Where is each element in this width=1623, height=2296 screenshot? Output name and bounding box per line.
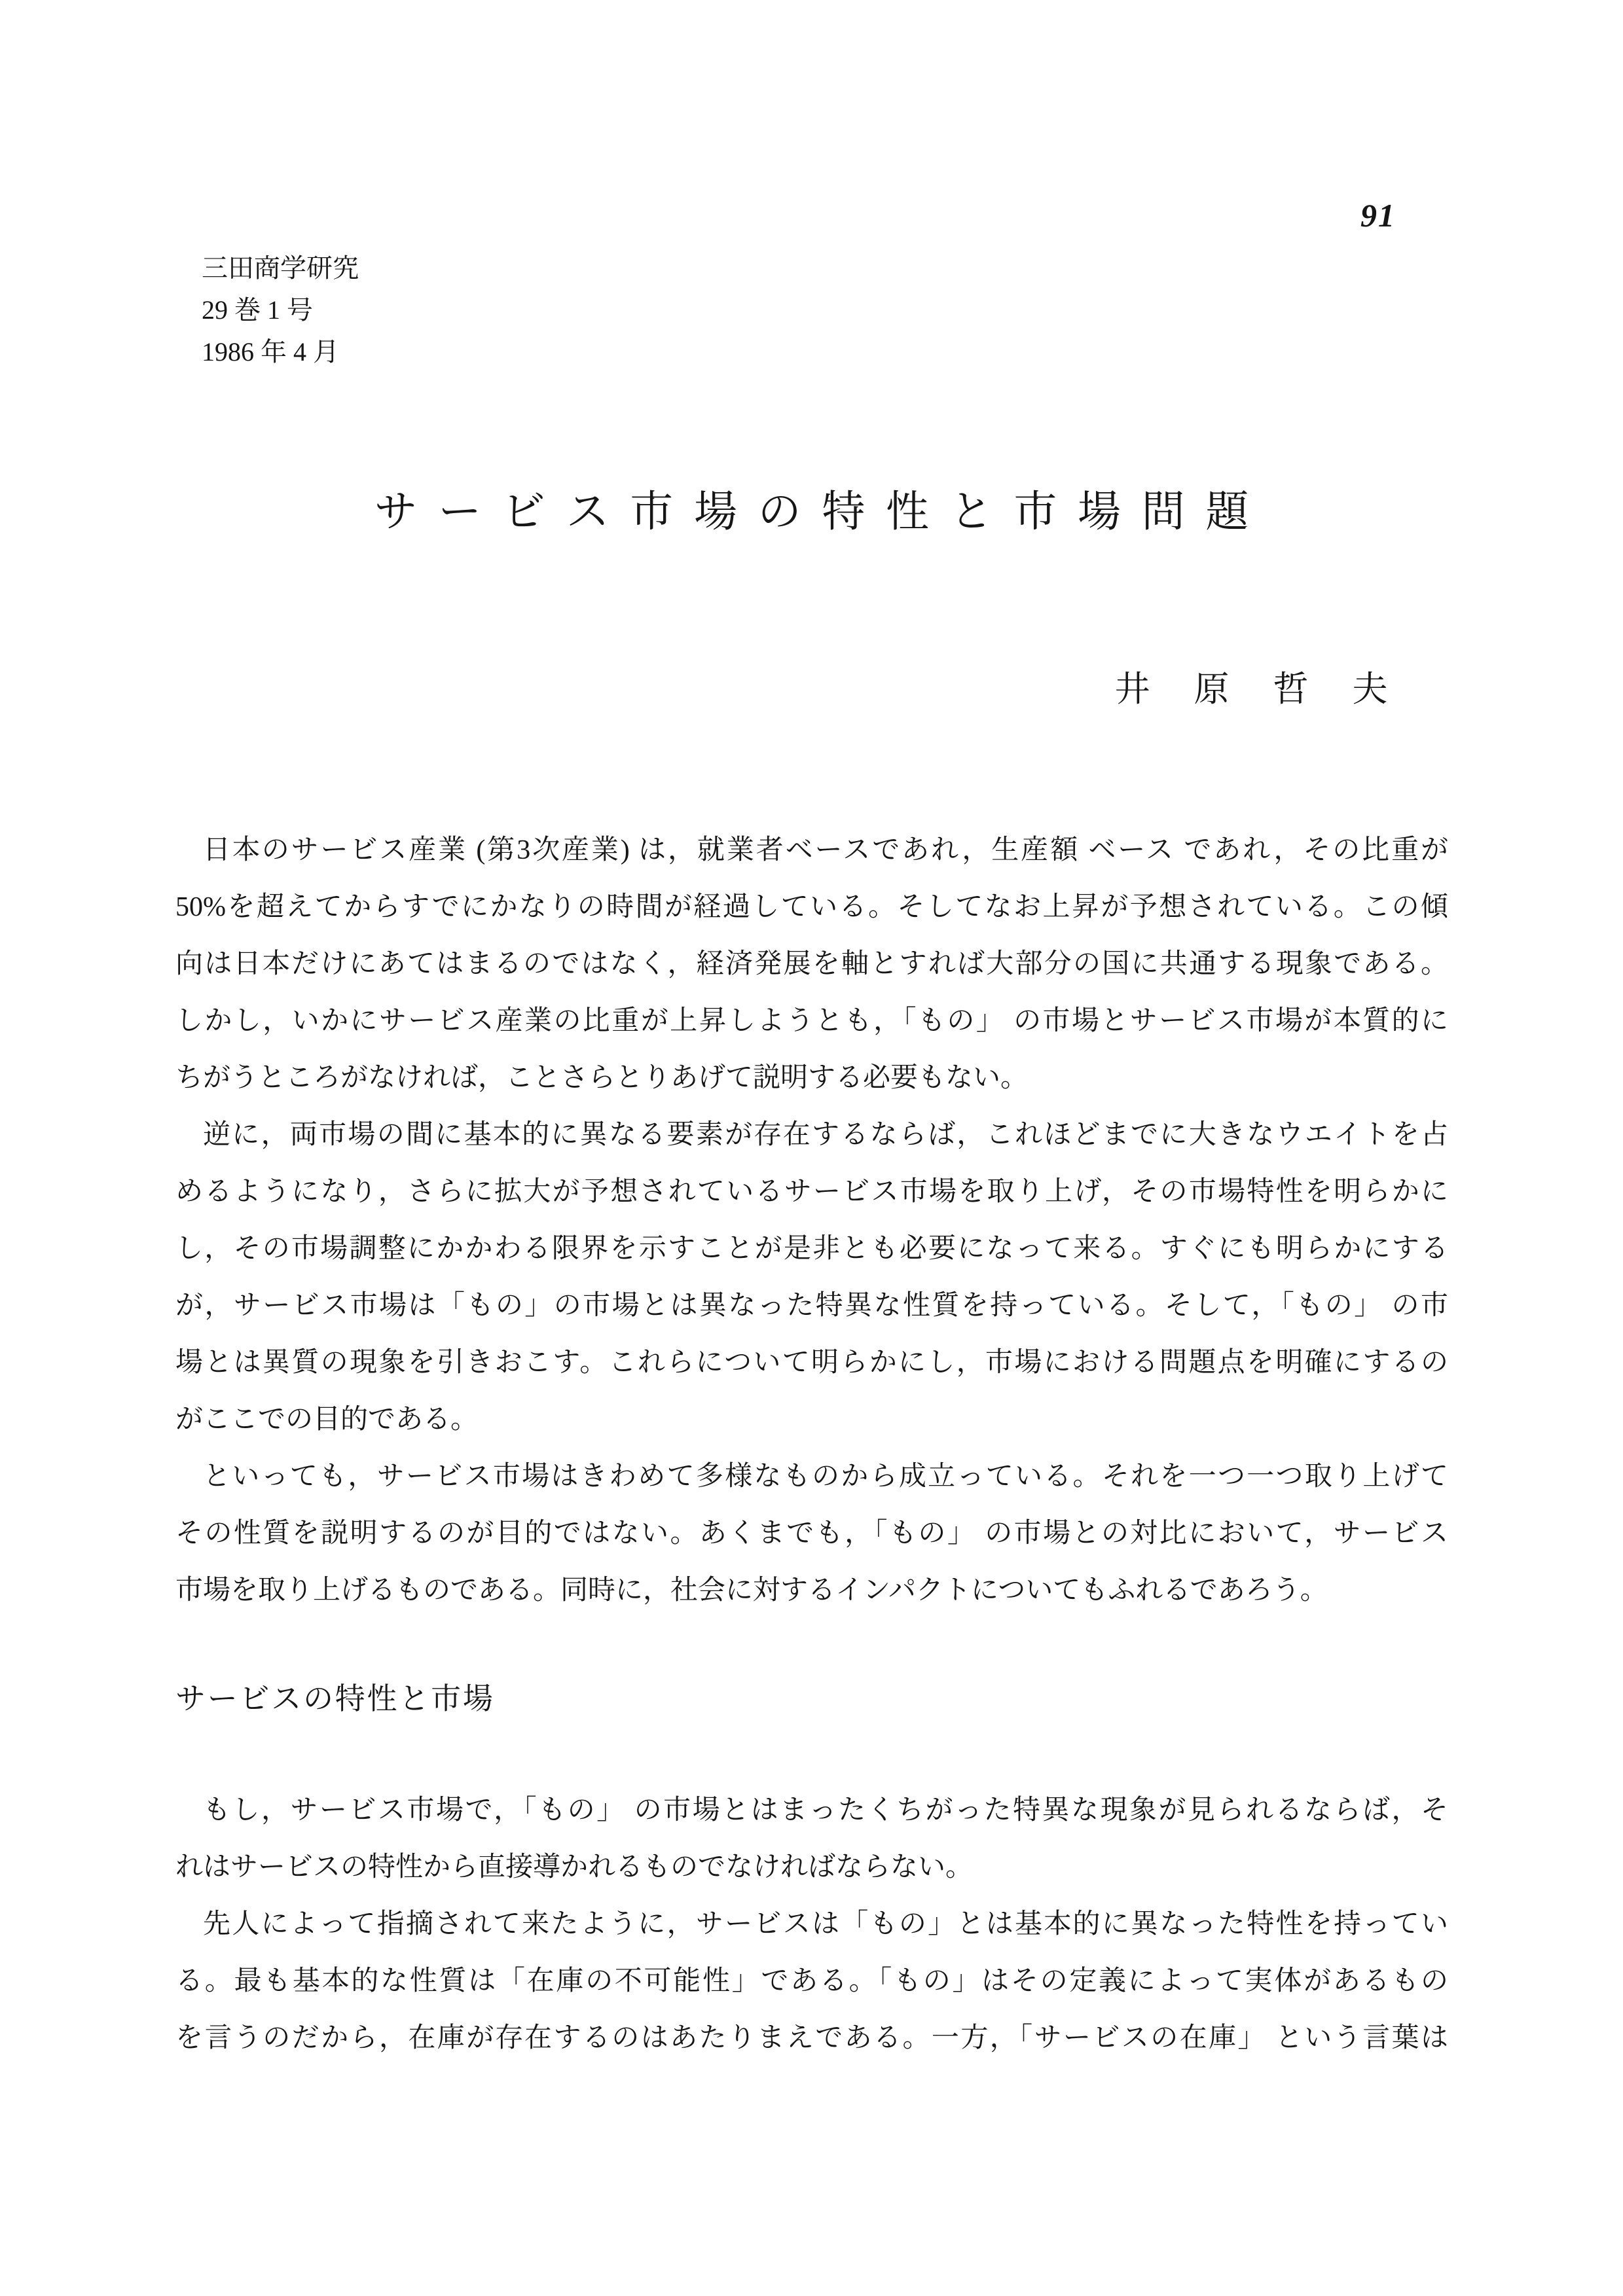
text-line: といっても，サービス市場はきわめて多様なものから成立っている。それを一つ一つ取り上げて [203, 1462, 1448, 1492]
text-line: めるようになり，さらに拡大が予想されているサービス市場を取り上げ，その市場特性を明らかに [175, 1177, 1448, 1207]
article-body [175, 822, 1448, 2067]
text-line: その性質を説明するのが目的ではない。あくまでも，「もの」 の市場との対比において，サービス [175, 1518, 1448, 1549]
text-line: れはサービスの特性から直接導かれるものでなければならない。 [175, 1852, 974, 1882]
paragraph-5 [175, 1896, 1448, 2067]
journal-volume-issue: 29 巻 1 号 [202, 295, 313, 325]
section-heading: サービスの特性と市場 [175, 1682, 495, 1715]
text-line: 50%を超えてからすでにかなりの時間が経過している。そしてなお上昇が予想されている。この傾 [175, 892, 1448, 922]
text-line: し，その市場調整にかかわる限界を示すことが是非とも必要になって来る。すぐにも明らかにする [175, 1234, 1448, 1264]
text-line: 日本のサービス産業 (第3次産業) は，就業者ベースであれ，生産額 ベース であれ，その比重が [203, 835, 1448, 865]
text-line: が，サービス市場は「もの」の市場とは異なった特異な性質を持っている。そして，「もの」 の市 [175, 1291, 1448, 1321]
text-line: しかし，いかにサービス産業の比重が上昇しようとも，「もの」 の市場とサービス市場が本質的に [175, 1006, 1448, 1036]
text-line: 逆に，両市場の間に基本的に異なる要素が存在するならば，これほどまでに大きなウエイトを占 [203, 1120, 1448, 1150]
journal-info [202, 247, 359, 373]
text-line: 場とは異質の現象を引きおこす。これらについて明らかにし，市場における問題点を明確にするの [175, 1348, 1448, 1378]
text-line: 市場を取り上げるものである。同時に，社会に対するインパクトについてもふれるであろう。 [175, 1575, 1328, 1605]
text-line: る。最も基本的な性質は「在庫の不可能性」である。「もの」はその定義によって実体があるもの [175, 1966, 1448, 1996]
paragraph-1 [175, 822, 1448, 1107]
paragraph-2 [175, 1107, 1448, 1448]
journal-name: 三田商学研究 [202, 253, 359, 283]
text-line: を言うのだから，在庫が存在するのはあたりまえである。一方，「サービスの在庫」 という言葉は [175, 2023, 1448, 2053]
text-line: がここでの目的である。 [175, 1405, 479, 1435]
text-line: もし，サービス市場で，「もの」 の市場とはまったくちがった特異な現象が見られるならば，そ [203, 1795, 1448, 1825]
author-name: 井 原 哲 夫 [1114, 670, 1392, 709]
article-title: サービス市場の特性と市場問題 [374, 488, 1270, 536]
paragraph-4 [175, 1782, 1448, 1896]
paragraph-3 [175, 1448, 1448, 1619]
journal-date: 1986 年 4 月 [202, 337, 339, 367]
page-number: 91 [1360, 197, 1396, 234]
text-line: 向は日本だけにあてはまるのではなく，経済発展を軸とすれば大部分の国に共通する現象である。 [175, 949, 1448, 979]
text-line: 先人によって指摘されて来たように，サービスは「もの」とは基本的に異なった特性を持ってい [203, 1909, 1448, 1939]
text-line: ちがうところがなければ，ことさらとりあげて説明する必要もない。 [175, 1063, 1029, 1093]
